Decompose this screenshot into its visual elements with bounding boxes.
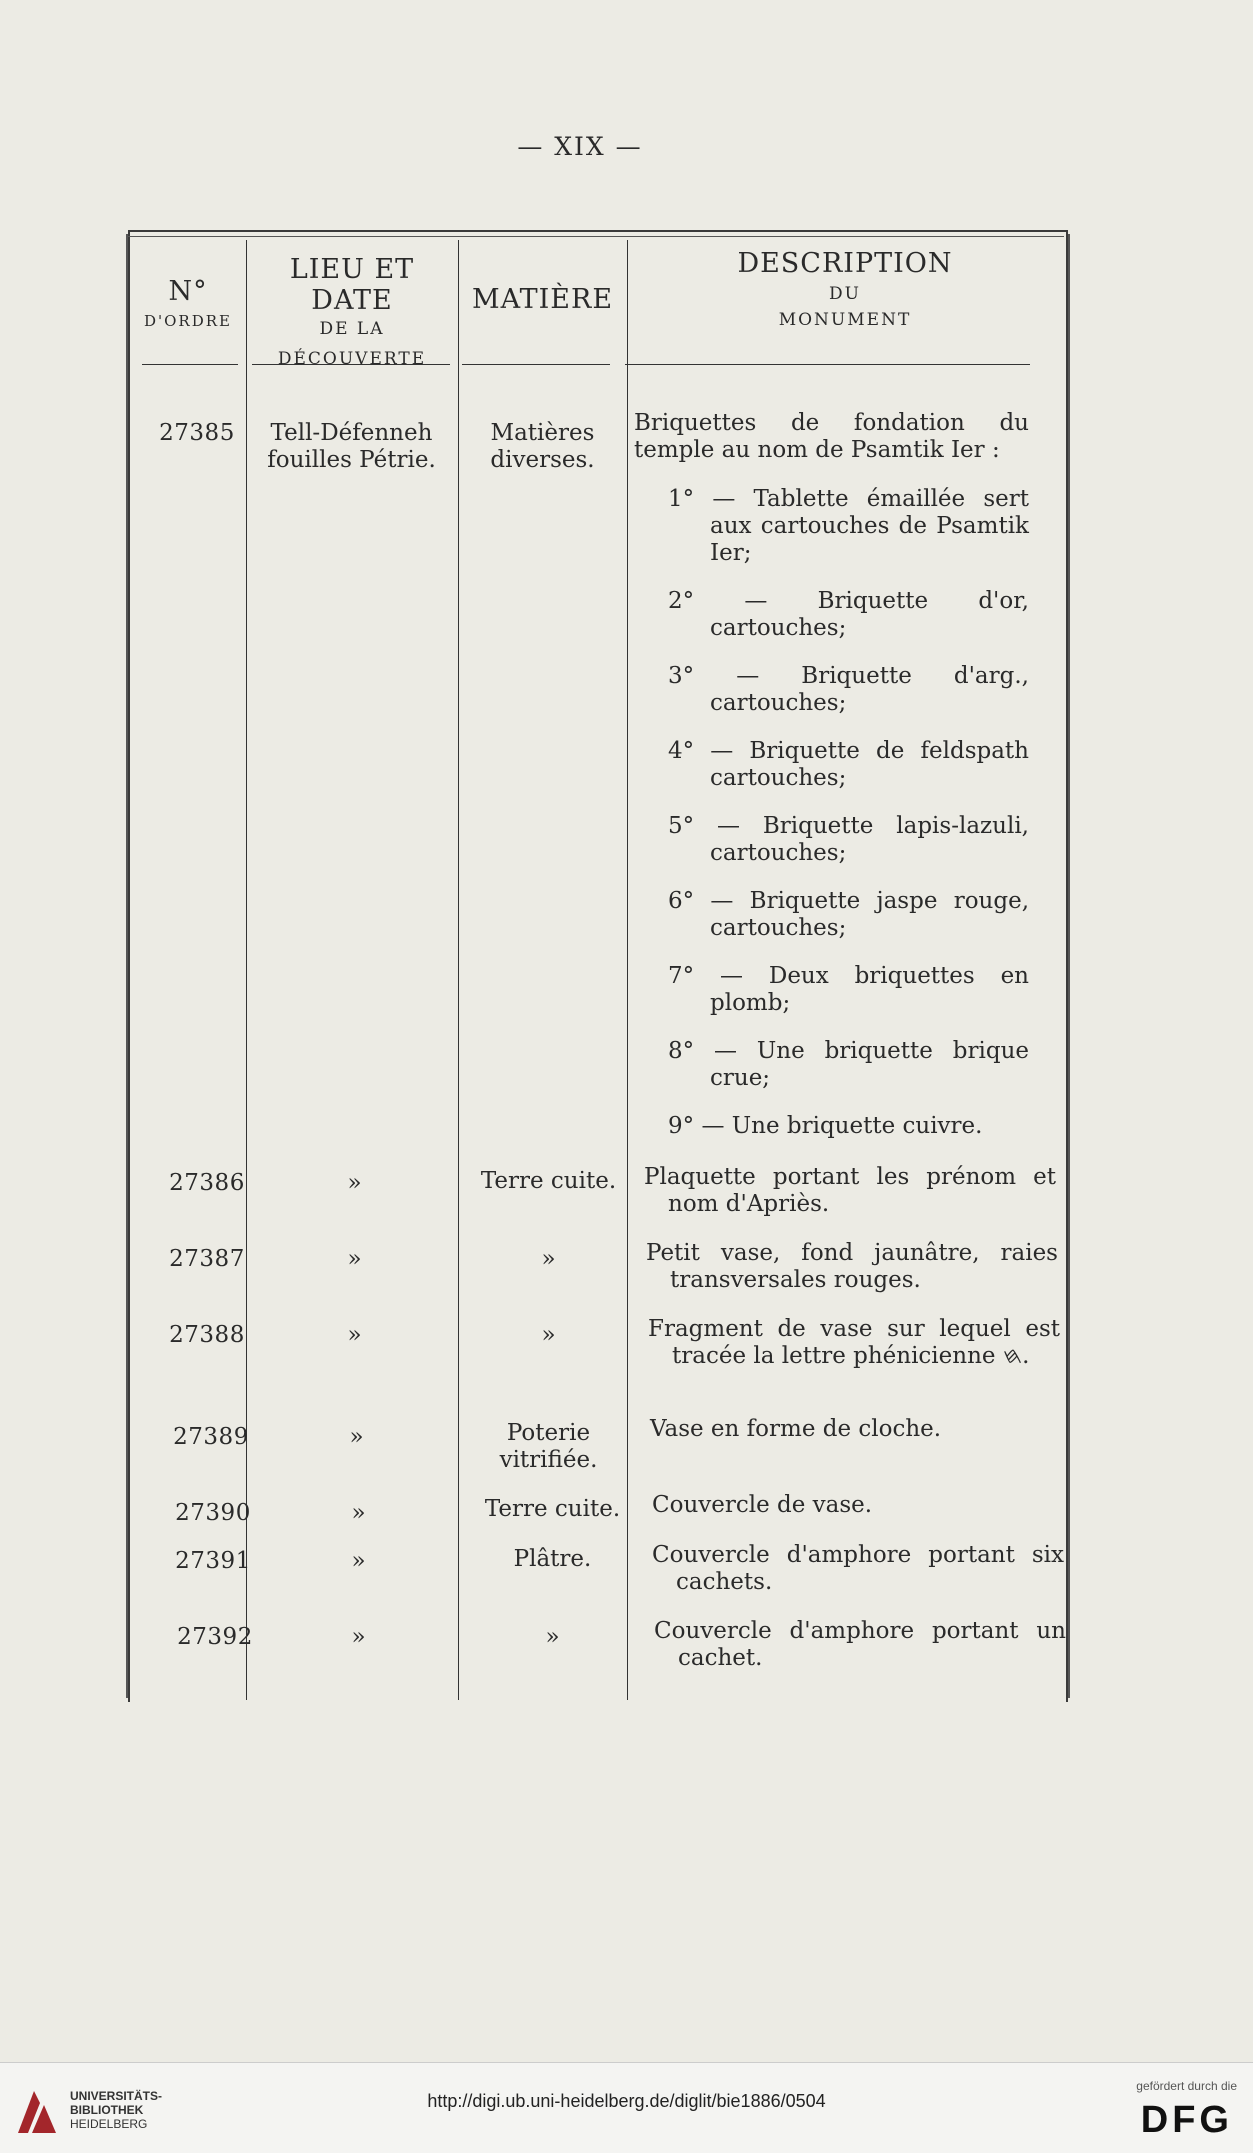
institution-line2: BIBLIOTHEK [70, 2103, 144, 2117]
row-lieu: » [347, 1170, 362, 1196]
row-desc: Couvercle d'amphore portant un cachet. [654, 1618, 1066, 1671]
column-divider-1 [246, 240, 247, 1700]
header-lieu-line2: DE LA [319, 319, 385, 340]
row-matiere: » [541, 1246, 556, 1272]
list-item: 1° — Tablette émaillée sert aux cartouches de Psamtik Ier; [668, 486, 1029, 566]
table-double-rule [128, 236, 1064, 237]
row-lieu: » [349, 1424, 364, 1450]
column-divider-3 [627, 240, 628, 1700]
dfg-logo: DFG [1140, 2099, 1233, 2141]
header-matiere-label: MATIÈRE [471, 284, 614, 315]
header-matiere [460, 284, 625, 315]
header-desc-line3: MONUMENT [778, 309, 912, 330]
row-lieu: » [351, 1500, 366, 1526]
list-item: 4° — Briquette de feldspath cartouches; [668, 738, 1029, 791]
funding-label: gefördert durch die [1136, 2079, 1237, 2093]
row-lieu: Tell-Défenneh fouilles Pétrie. [267, 420, 436, 473]
header-lieu-line1: LIEU ET DATE [289, 254, 415, 317]
row-matiere: Terre cuite. [480, 1168, 617, 1194]
header-description [629, 248, 1061, 330]
list-item: 3° — Briquette d'arg., cartouches; [668, 663, 1029, 716]
header-no-sub: D'ORDRE [143, 312, 232, 331]
header-no [132, 276, 244, 330]
header-no-main: N° [168, 276, 208, 307]
list-item: 6° — Briquette jaspe rouge, cartouches; [668, 888, 1029, 941]
column-divider-2 [458, 240, 459, 1700]
header-rule-1 [142, 364, 238, 365]
row-matiere: Plâtre. [513, 1546, 592, 1572]
row-desc: Fragment de vase sur lequel est tracée la lettre phénicienne 𐤇. [648, 1316, 1060, 1369]
row-num: 27389 [173, 1424, 249, 1450]
source-url-link[interactable]: http://digi.ub.uni-heidelberg.de/diglit/bie1886/0504 [427, 2091, 826, 2111]
header-desc-line2: DU [829, 284, 861, 305]
header-rule-3 [462, 364, 610, 365]
header-lieu [248, 254, 456, 369]
row-num: 27391 [175, 1548, 251, 1574]
row-lieu: » [347, 1246, 362, 1272]
row-desc-items [640, 486, 1029, 1140]
list-item: 7° — Deux briquettes en plomb; [668, 963, 1029, 1016]
row-desc [634, 410, 1029, 464]
list-item: 9° — Une briquette cuivre. [668, 1113, 983, 1139]
row-matiere: » [541, 1322, 556, 1348]
row-matiere: Matières diverses. [490, 420, 595, 473]
row-num: 27385 [159, 420, 235, 446]
row-desc: Couvercle d'amphore portant six cachets. [652, 1542, 1064, 1595]
row-matiere: Poterie vitrifiée. [499, 1420, 598, 1473]
row-desc: Couvercle de vase. [652, 1492, 873, 1518]
list-item: 8° — Une briquette brique crue; [668, 1038, 1029, 1091]
header-lieu-line3: DÉCOUVERTE [277, 348, 427, 369]
row-matiere: Terre cuite. [484, 1496, 621, 1522]
list-item: 5° — Briquette lapis-lazuli, cartouches; [668, 813, 1029, 866]
header-rule-2 [252, 364, 450, 365]
row-desc: Plaquette portant les prénom et nom d'Apriès. [644, 1164, 1056, 1217]
row-num: 27386 [169, 1170, 245, 1196]
institution-line3: HEIDELBERG [70, 2117, 148, 2131]
header-desc-line1: DESCRIPTION [737, 248, 953, 279]
row-num: 27390 [175, 1500, 251, 1526]
row-lieu: » [351, 1548, 366, 1574]
row-desc: Petit vase, fond jaunâtre, raies transversales rouges. [646, 1240, 1058, 1293]
institution-line1: UNIVERSITÄTS- [70, 2089, 163, 2103]
row-lieu: » [351, 1624, 366, 1650]
header-rule-4 [625, 364, 1030, 365]
page-number: — XIX — [517, 132, 643, 161]
row-num: 27388 [169, 1322, 245, 1348]
row-num: 27392 [177, 1624, 253, 1650]
row-desc: Vase en forme de cloche. [650, 1416, 942, 1442]
row-desc-intro: Briquettes de fondation du temple au nom de Psamtik Ier : [634, 410, 1029, 463]
row-lieu: » [347, 1322, 362, 1348]
row-matiere: » [545, 1624, 560, 1650]
footer-bar [0, 2062, 1253, 2153]
row-num: 27387 [169, 1246, 245, 1272]
list-item: 2° — Briquette d'or, cartouches; [668, 588, 1029, 641]
